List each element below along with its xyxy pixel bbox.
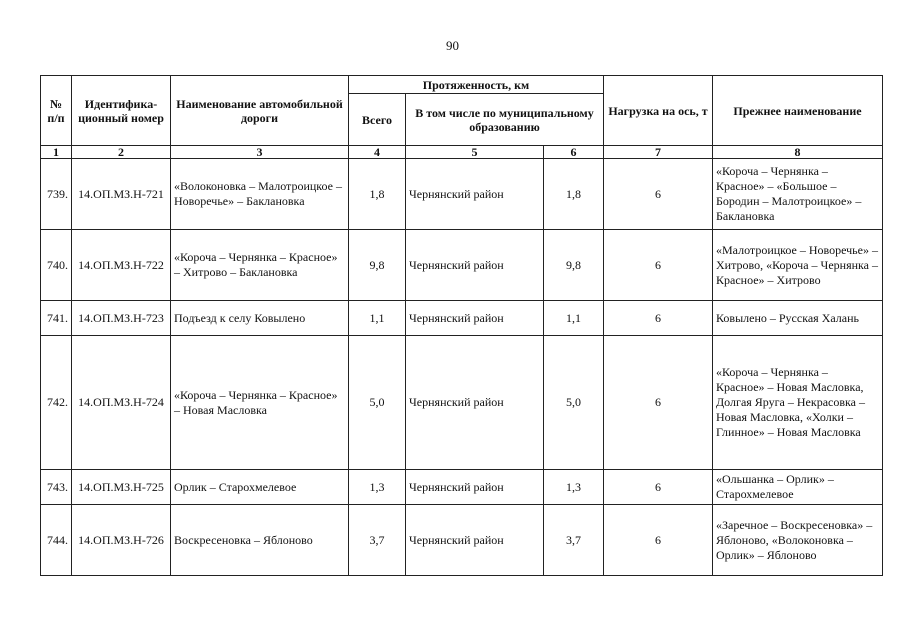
row-previous-name: «Короча – Чернянка – Красное» – «Большое – Бородин – Малотроицкое» – Баклановка xyxy=(713,159,883,230)
header-municipal: В том числе по муниципальному образованию xyxy=(406,94,604,146)
row-road-name: «Волоконовка – Малотроицкое – Новоречье» – Баклановка xyxy=(171,159,349,230)
row-total-length: 1,8 xyxy=(349,159,406,230)
table-row xyxy=(41,301,883,336)
column-number: 2 xyxy=(72,146,171,159)
row-road-name: «Короча – Чернянка – Красное» – Хитрово – Баклановка xyxy=(171,230,349,301)
row-identifier: 14.ОП.МЗ.Н-721 xyxy=(72,159,171,230)
row-previous-name: Ковылено – Русская Халань xyxy=(713,301,883,336)
column-number: 5 xyxy=(406,146,544,159)
header-num: № п/п xyxy=(41,76,72,146)
header-road-name: Наименование автомобильной дороги xyxy=(171,76,349,146)
row-road-name: Подъезд к селу Ковылено xyxy=(171,301,349,336)
column-number: 1 xyxy=(41,146,72,159)
row-axle-load: 6 xyxy=(604,470,713,505)
column-number: 6 xyxy=(544,146,604,159)
row-total-length: 9,8 xyxy=(349,230,406,301)
row-axle-load: 6 xyxy=(604,336,713,470)
row-identifier: 14.ОП.МЗ.Н-723 xyxy=(72,301,171,336)
row-municipal-length: 3,7 xyxy=(544,505,604,576)
row-road-name: Орлик – Старохмелевое xyxy=(171,470,349,505)
table-row xyxy=(41,470,883,505)
row-municipal-length: 9,8 xyxy=(544,230,604,301)
column-number: 4 xyxy=(349,146,406,159)
row-municipality: Чернянский район xyxy=(406,470,544,505)
row-identifier: 14.ОП.МЗ.Н-725 xyxy=(72,470,171,505)
header-previous-name: Прежнее наименование xyxy=(713,76,883,146)
table-row xyxy=(41,159,883,230)
table-row xyxy=(41,230,883,301)
column-number: 7 xyxy=(604,146,713,159)
row-municipality: Чернянский район xyxy=(406,230,544,301)
row-identifier: 14.ОП.МЗ.Н-726 xyxy=(72,505,171,576)
header-row-top xyxy=(41,76,883,94)
row-total-length: 1,3 xyxy=(349,470,406,505)
header-axle-load: Нагрузка на ось, т xyxy=(604,76,713,146)
column-number: 8 xyxy=(713,146,883,159)
row-axle-load: 6 xyxy=(604,301,713,336)
row-number: 740. xyxy=(41,230,72,301)
row-number: 744. xyxy=(41,505,72,576)
row-identifier: 14.ОП.МЗ.Н-722 xyxy=(72,230,171,301)
roads-table xyxy=(40,75,883,576)
row-road-name: Воскресеновка – Яблоново xyxy=(171,505,349,576)
row-identifier: 14.ОП.МЗ.Н-724 xyxy=(72,336,171,470)
row-previous-name: «Малотроицкое – Новоречье» – Хитрово, «Короча – Чернянка – Красное» – Хитрово xyxy=(713,230,883,301)
column-numbers-row xyxy=(41,146,883,159)
row-previous-name: «Ольшанка – Орлик» – Старохмелевое xyxy=(713,470,883,505)
header-length-group: Протяженность, км xyxy=(349,76,604,94)
row-total-length: 3,7 xyxy=(349,505,406,576)
row-municipal-length: 1,1 xyxy=(544,301,604,336)
header-total: Всего xyxy=(349,94,406,146)
row-number: 742. xyxy=(41,336,72,470)
table-body xyxy=(41,159,883,576)
row-total-length: 5,0 xyxy=(349,336,406,470)
row-number: 741. xyxy=(41,301,72,336)
row-municipal-length: 5,0 xyxy=(544,336,604,470)
table-header xyxy=(41,76,883,159)
row-municipality: Чернянский район xyxy=(406,301,544,336)
column-number: 3 xyxy=(171,146,349,159)
table-row xyxy=(41,505,883,576)
row-number: 743. xyxy=(41,470,72,505)
row-road-name: «Короча – Чернянка – Красное» – Новая Масловка xyxy=(171,336,349,470)
row-axle-load: 6 xyxy=(604,505,713,576)
row-total-length: 1,1 xyxy=(349,301,406,336)
header-id: Идентифика-ционный номер xyxy=(72,76,171,146)
row-axle-load: 6 xyxy=(604,230,713,301)
row-municipal-length: 1,8 xyxy=(544,159,604,230)
page-number: 90 xyxy=(446,38,459,53)
row-previous-name: «Короча – Чернянка – Красное» – Новая Масловка, Долгая Яруга – Некрасовка – Новая Масловка, «Холки – Глинное» – Новая Масловка xyxy=(713,336,883,470)
row-municipality: Чернянский район xyxy=(406,505,544,576)
row-number: 739. xyxy=(41,159,72,230)
row-axle-load: 6 xyxy=(604,159,713,230)
row-previous-name: «Заречное – Воскресеновка» – Яблоново, «Волоконовка – Орлик» – Яблоново xyxy=(713,505,883,576)
row-municipality: Чернянский район xyxy=(406,336,544,470)
table-row xyxy=(41,336,883,470)
row-municipal-length: 1,3 xyxy=(544,470,604,505)
row-municipality: Чернянский район xyxy=(406,159,544,230)
